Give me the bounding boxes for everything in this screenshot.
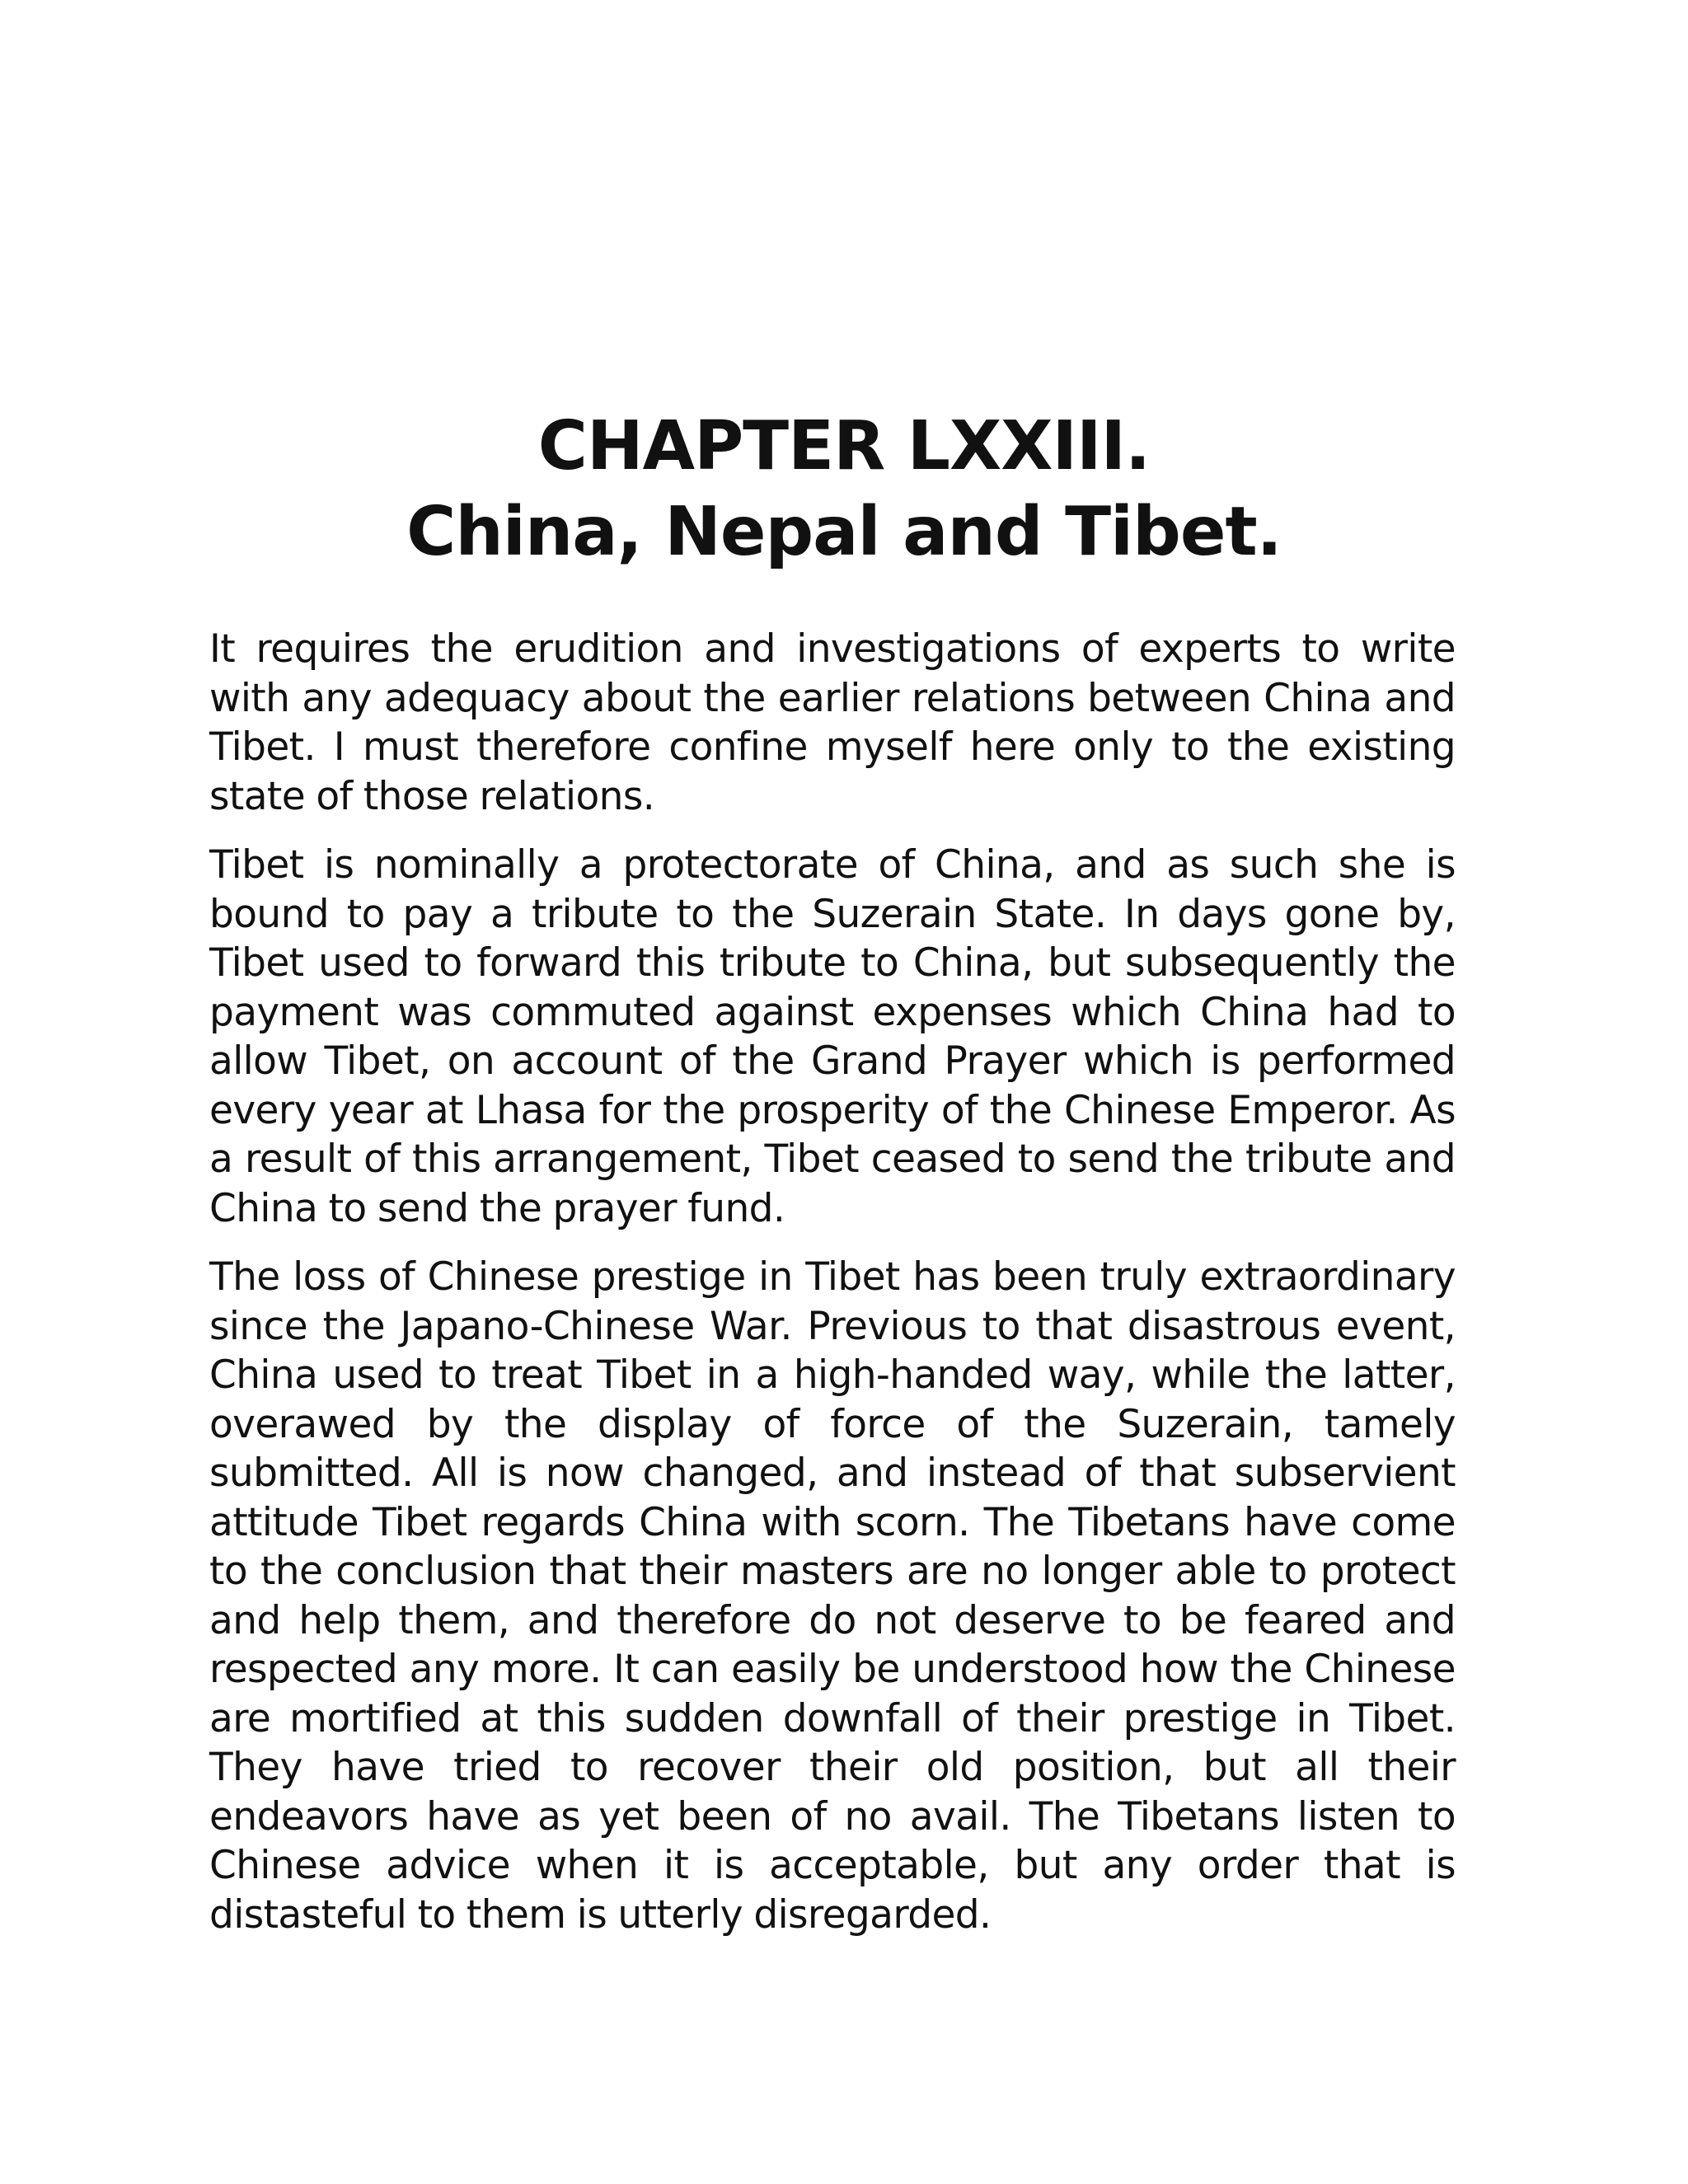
chapter-header <box>0 404 1688 575</box>
chapter-number: CHAPTER LXXIII. <box>537 407 1151 485</box>
chapter-title: China, Nepal and Tibet. <box>406 493 1282 571</box>
paragraph: Tibet is nominally a protectorate of China, and as such she is bound to pay a tribute to the Suzerain State. In days gone by, Tibet used to forward this tribute to China, but subsequently the payment was commuted against expenses which China had to allow Tibet, on account of the Grand Prayer which is performed every year at Lhasa for the prosperity of the Chinese Emperor. As a result of this arrangement, Tibet ceased to send the tribute and China to send the prayer fund. <box>209 842 1456 1231</box>
paragraph: It requires the erudition and investigations of experts to write with any adequacy about the earlier relations between China and Tibet. I must therefore confine myself here only to the existing state of those relations. <box>209 626 1456 819</box>
chapter-body <box>209 625 1456 1959</box>
paragraph: The loss of Chinese prestige in Tibet has been truly extraordinary since the Japano-Chinese War. Previous to that disastrous event, China used to treat Tibet in a high-handed way, while the latter, overawed by the display of force of the Suzerain, tamely submitted. All is now changed, and instead of that subservient attitude Tibet regards China with scorn. The Tibetans have come to the conclusion that their masters are no longer able to protect and help them, and therefore do not deserve to be feared and respected any more. It can easily be understood how the Chinese are mortified at this sudden downfall of their prestige in Tibet. They have tried to recover their old position, but all their endeavors have as yet been of no avail. The Tibetans listen to Chinese advice when it is acceptable, but any order that is distasteful to them is utterly disregarded. <box>209 1254 1456 1938</box>
